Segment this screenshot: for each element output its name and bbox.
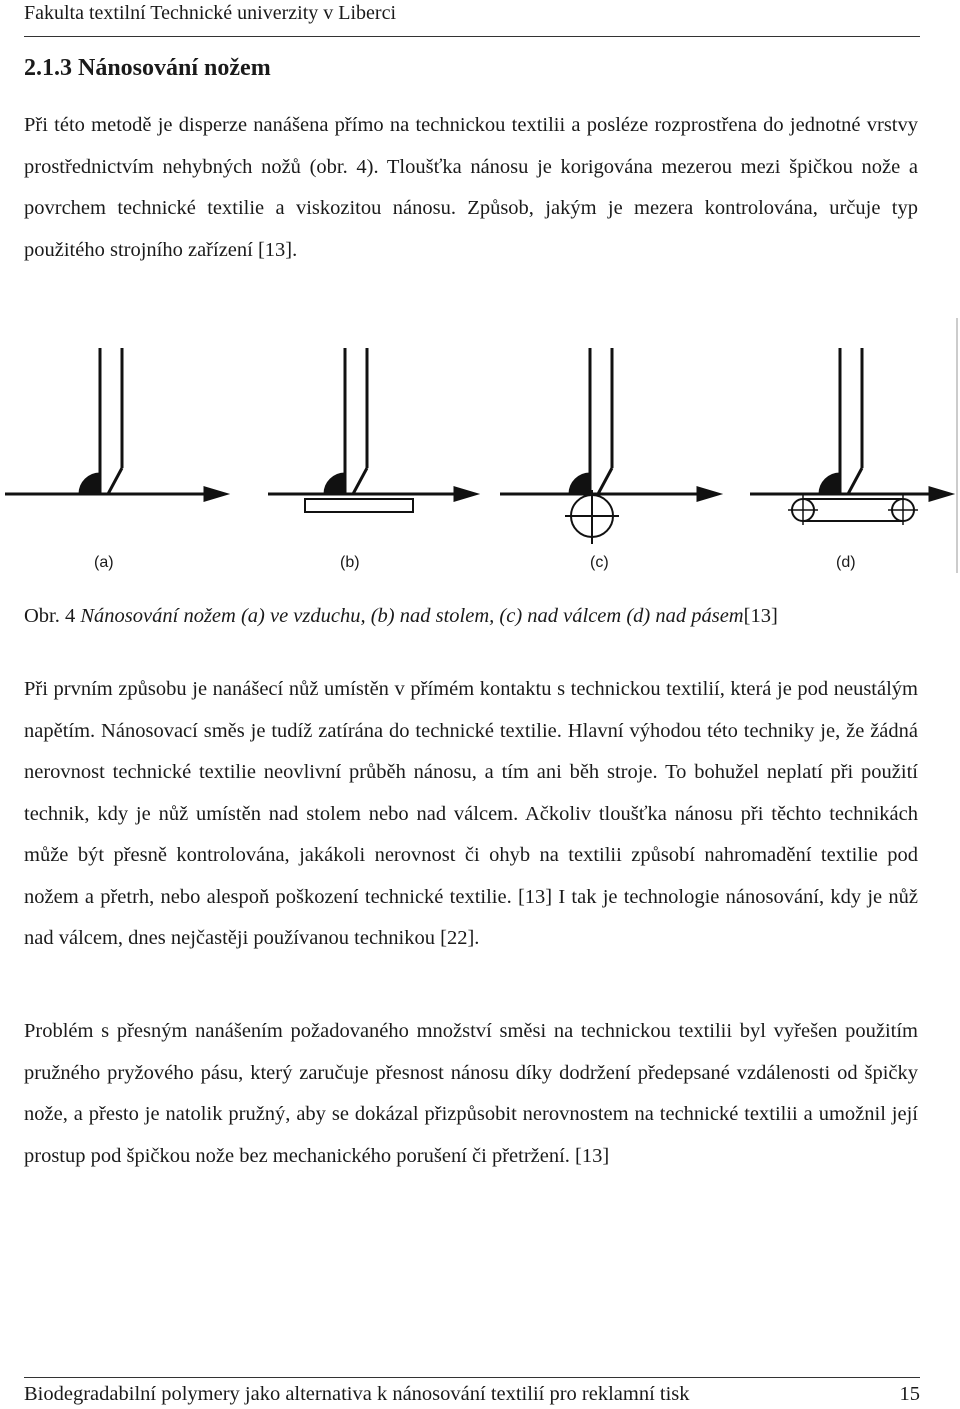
figure-label-d: (d) — [836, 554, 856, 571]
paragraph-first-method: Při prvním způsobu je nanášecí nůž umístěn v přímém kontaktu s technickou textilií, která je pod neustálým napětím. Nánosovací směs je tudíž zatírána do technické textilie. Hlavní výhodou této techniky je, že žádná nerovnost technické textilie neovlivní průběh nánosu, a tím ani běh stroje. To bohužel neplatí při použití technik, kdy je nůž umístěn nad stolem nebo nad válcem. Ačkoliv tloušťka nánosu při těchto technikách může být přesně kontrolována, jakákoli nerovnost či ohyb na textilii způsobí nahromadění textilie pod nožem a přetrh, nebo alespoň poškození technické textilie. [13] I tak je technologie nánosování, kdy je nůž nad válcem, dnes nejčastěji používanou technikou [22]. — [24, 678, 918, 949]
paragraph-rubber-belt: Problém s přesným nanášením požadovaného množství směsi na technickou textilii byl vyřešen použitím pružného pryžového pásu, který zaručuje přesnost nánosu díky dodržení předepsané vzdálenosti od špičky nože, a přesto je natolik pružný, aby se dokázal přizpůsobit nerovnostem na technické textilii a umožnil její prostup pod špičkou nože bez mechanického porušení či přetržení. [13] — [24, 1020, 918, 1167]
header-rule — [24, 36, 920, 37]
knife-diagram-b — [268, 348, 475, 512]
footer-rule — [24, 1377, 920, 1378]
figure-caption — [24, 598, 778, 634]
section-heading: 2.1.3 Nánosování nožem — [24, 55, 271, 81]
page-number: 15 — [899, 1383, 920, 1405]
caption-text: Nánosování nožem (a) ve vzduchu, (b) nad stolem, (c) nad válcem (d) nad pásem — [80, 605, 744, 627]
caption-prefix: Obr. 4 — [24, 605, 81, 627]
knife-diagram-c — [500, 348, 718, 544]
figure-label-c: (c) — [590, 554, 609, 571]
paragraph-intro: Při této metodě je disperze nanášena přímo na technickou textilii a posléze rozprostřena do jednotné vrstvy prostřednictvím nehybných nožů (obr. 4). Tloušťka nánosu je korigována mezerou mezi špičkou nože a povrchem technické textilie a viskozitou nánosu. Způsob, jakým je mezera kontrolována, určuje typ použitého strojního zařízení [13]. — [24, 114, 918, 261]
footer-title: Biodegradabilní polymery jako alternativa k nánosování textilií pro reklamní tisk — [24, 1383, 690, 1405]
running-header: Fakulta textilní Technické univerzity v Liberci — [24, 2, 397, 24]
knife-diagram-a — [5, 348, 225, 500]
figure-label-a: (a) — [94, 554, 114, 571]
figure-label-b: (b) — [340, 554, 360, 571]
caption-citation: [13] — [743, 605, 778, 627]
running-footer — [24, 1380, 920, 1408]
knife-coating-figure — [0, 318, 960, 588]
knife-diagram-d — [750, 348, 950, 525]
